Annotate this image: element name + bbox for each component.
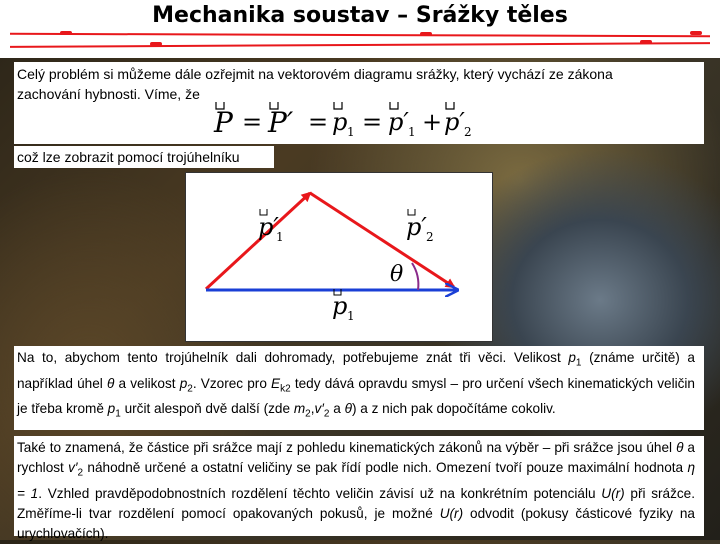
- formula-eq: =: [362, 108, 383, 136]
- e-sub: k2: [280, 383, 291, 395]
- p1-text: a: [329, 401, 345, 417]
- angle-arc: [412, 263, 418, 290]
- formula-P: P: [214, 106, 233, 139]
- formula-p1-prime: p′: [388, 108, 409, 136]
- p1-sub: 1: [575, 357, 582, 369]
- p2-text: a rychlost: [17, 440, 695, 475]
- formula-P-prime: P′: [268, 106, 294, 139]
- p1-symbol: p: [107, 401, 116, 417]
- formula-p1-prime-sub: 1: [408, 125, 416, 139]
- theta-symbol: θ: [106, 375, 115, 391]
- label-theta: θ: [390, 262, 404, 287]
- v-symbol: v′: [68, 460, 78, 475]
- formula-plus: +: [422, 108, 443, 136]
- potential-symbol: U(r): [439, 505, 464, 521]
- p1-text: ,: [310, 401, 315, 417]
- label-p1-prime: p′: [258, 213, 279, 241]
- triangle-caption: což lze zobrazit pomocí trojúhelníku: [17, 149, 240, 165]
- intro-line-1: Celý problém si můžeme dále ozřejmit na vektorovém diagramu srážky, který vychází ze zákona: [17, 66, 613, 82]
- m-symbol: m: [293, 401, 306, 417]
- label-p1-sub: 1: [347, 309, 355, 323]
- p2-symbol: p: [179, 375, 188, 391]
- decor-dot: [690, 31, 702, 35]
- v-symbol: v′: [314, 401, 324, 417]
- formula-p2-prime: p′: [444, 108, 465, 136]
- momentum-formula: [212, 96, 482, 142]
- p1-text: ) a z nich pak dopočítáme cokoliv.: [351, 401, 556, 417]
- p1-symbol: p: [568, 350, 576, 365]
- p1-sub: 1: [115, 409, 121, 421]
- paragraph-1: [17, 348, 695, 425]
- vector-diagram: [185, 172, 493, 342]
- p2-text: . Vzhled pravděpodobnostních rozdělení těchto veličin závisí už na konkrétním potenciálu: [38, 485, 602, 501]
- p1-text: a velikost: [114, 375, 180, 391]
- triangle-svg: [186, 173, 492, 341]
- label-p1-prime-sub: 1: [276, 230, 284, 244]
- formula-p1: p: [332, 108, 348, 136]
- formula-eq: =: [308, 108, 329, 136]
- p1-text: Na to, abychom tento trojúhelník dali dohromady, potřebujeme znát tři věci. Velikost: [17, 350, 569, 365]
- label-p2-prime-sub: 2: [426, 230, 434, 244]
- theta-symbol: θ: [676, 440, 684, 455]
- p2-text: Také to znamená, že částice při srážce mají z pohledu kinematických zákonů na výběr – při srážce jsou úhel: [17, 440, 677, 455]
- p1-text: . Vzorec pro: [192, 375, 272, 391]
- vector-p1-prime: [206, 193, 310, 289]
- decor-dot: [60, 31, 72, 35]
- formula-p1-sub: 1: [347, 125, 355, 139]
- intro-line-2: zachování hybnosti. Víme, že: [17, 86, 200, 102]
- p1-text: tedy dává opravdu smysl – pro určení všech kinematických veličin je třeba kromě: [17, 375, 695, 417]
- eta-expression: η = 1: [17, 460, 695, 501]
- label-p1: p: [332, 292, 348, 320]
- paragraph-2: [17, 438, 695, 544]
- e-symbol: E: [271, 375, 281, 391]
- p1-text: určit alespoň dvě další (zde: [120, 401, 294, 417]
- v-sub: 2: [77, 467, 84, 479]
- v-sub: 2: [323, 409, 330, 421]
- p2-text: odvodit (pokusy částicové fyziky na urychlovačích).: [17, 505, 695, 541]
- potential-symbol: U(r): [601, 485, 625, 501]
- p2-sub: 2: [187, 383, 193, 395]
- theta-symbol: θ: [344, 401, 352, 417]
- decor-dot: [640, 40, 652, 44]
- formula-p2-prime-sub: 2: [464, 125, 472, 139]
- m-sub: 2: [305, 409, 311, 421]
- p2-text: při srážce. Změříme-li tvar rozdělení pomocí opakovaných pokusů, je možné: [17, 485, 696, 521]
- label-p2-prime: p′: [406, 213, 427, 241]
- decor-dot: [420, 32, 432, 36]
- p1-text: (známe určitě) a například úhel: [17, 350, 695, 391]
- formula-eq: =: [242, 108, 263, 136]
- decor-dot: [150, 42, 162, 46]
- slide-title: Mechanika soustav – Srážky těles: [152, 3, 568, 28]
- p2-text: náhodně určené a ostatní veličiny se pak řídí podle nich. Omezení tvoří pouze maximální hodnota: [83, 460, 688, 475]
